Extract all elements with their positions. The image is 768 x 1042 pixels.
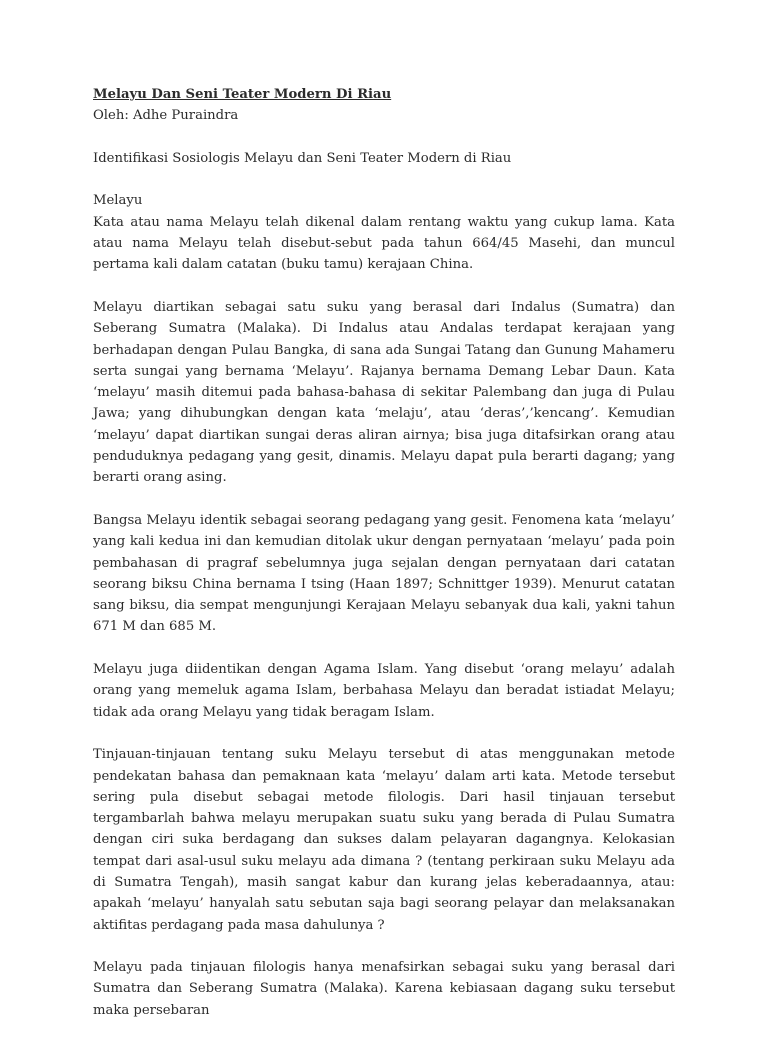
paragraph: Melayu diartikan sebagai satu suku yang berasal dari Indalus (Sumatra) dan Seberang Sumatra (Malaka). Di Indalus atau Andalas terdapat kerajaan yang berhadapan dengan Pulau Bangka, di sana ada Sungai Tatang dan Gunung Mahameru serta sungai yang bernama ‘Melayu’. Rajanya bernama Demang Lebar Daun. Kata ‘melayu’ masih ditemui pada bahasa-bahasa di sekitar Palembang dan juga di Pulau Jawa; yang dihubungkan dengan kata ‘melaju’, atau ‘deras’,’kencang’. Kemudian ‘melayu’ dapat diartikan sungai deras aliran airnya; bisa juga ditafsirkan orang atau penduduknya pedagang yang gesit, dinamis. Melayu dapat pula berarti dagang; yang berarti orang asing.	[93, 299, 675, 486]
paragraph: Bangsa Melayu identik sebagai seorang pedagang yang gesit. Fenomena kata ‘melayu’ yang kali kedua ini dan kemudian ditolak ukur dengan pernyataan ‘melayu’ pada poin pembahasan di pragraf sebelumnya juga sejalan dengan pernyataan dari catatan seorang biksu China bernama I tsing (Haan 1897; Schnittger 1939). Menurut catatan sang biksu, dia sempat mengunjungi Kerajaan Melayu sebanyak dua kali, yakni tahun 671 M dan 685 M.	[93, 512, 675, 635]
document-subtitle: Identifikasi Sosiologis Melayu dan Seni Teater Modern di Riau	[93, 150, 512, 166]
section-heading: Melayu	[93, 193, 143, 209]
paragraph: Tinjauan-tinjauan tentang suku Melayu tersebut di atas menggunakan metode pendekatan bahasa dan pemaknaan kata ‘melayu’ dalam arti kata. Metode tersebut sering pula disebut sebagai metode filologis. Dari hasil tinjauan tersebut tergambarlah bahwa melayu merupakan suatu suku yang berada di Pulau Sumatra dengan ciri suka berdagang dan sukses dalam pelayaran dagangnya. Kelokasian tempat dari asal-usul suku melayu ada dimana ? (tentang perkiraan suku Melayu ada di Sumatra Tengah), masih sangat kabur dan kurang jelas keberadaannya, atau: apakah ‘melayu’ hanyalah satu sebutan saja bagi seorang pelayar dan melaksanakan aktifitas perdagang pada masa dahulunya ?	[93, 747, 675, 933]
paragraph: Melayu juga diidentikan dengan Agama Islam. Yang disebut ‘orang melayu’ adalah orang yang memeluk agama Islam, berbahasa Melayu dan beradat istiadat Melayu; tidak ada orang Melayu yang tidak beragam Islam.	[93, 662, 675, 720]
paragraph: Melayu pada tinjauan filologis hanya menafsirkan sebagai suku yang berasal dari Sumatra dan Seberang Sumatra (Malaka). Karena kebiasaan dagang suku tersebut maka persebaran	[93, 960, 675, 1018]
author-byline: Oleh: Adhe Puraindra	[93, 108, 239, 124]
document-title: Melayu Dan Seni Teater Modern Di Riau	[93, 87, 392, 102]
document-page	[93, 84, 675, 1042]
paragraph: Kata atau nama Melayu telah dikenal dalam rentang waktu yang cukup lama. Kata atau nama Melayu telah disebut-sebut pada tahun 664/45 Masehi, dan muncul pertama kali dalam catatan (buku tamu) kerajaan China.	[93, 214, 675, 273]
